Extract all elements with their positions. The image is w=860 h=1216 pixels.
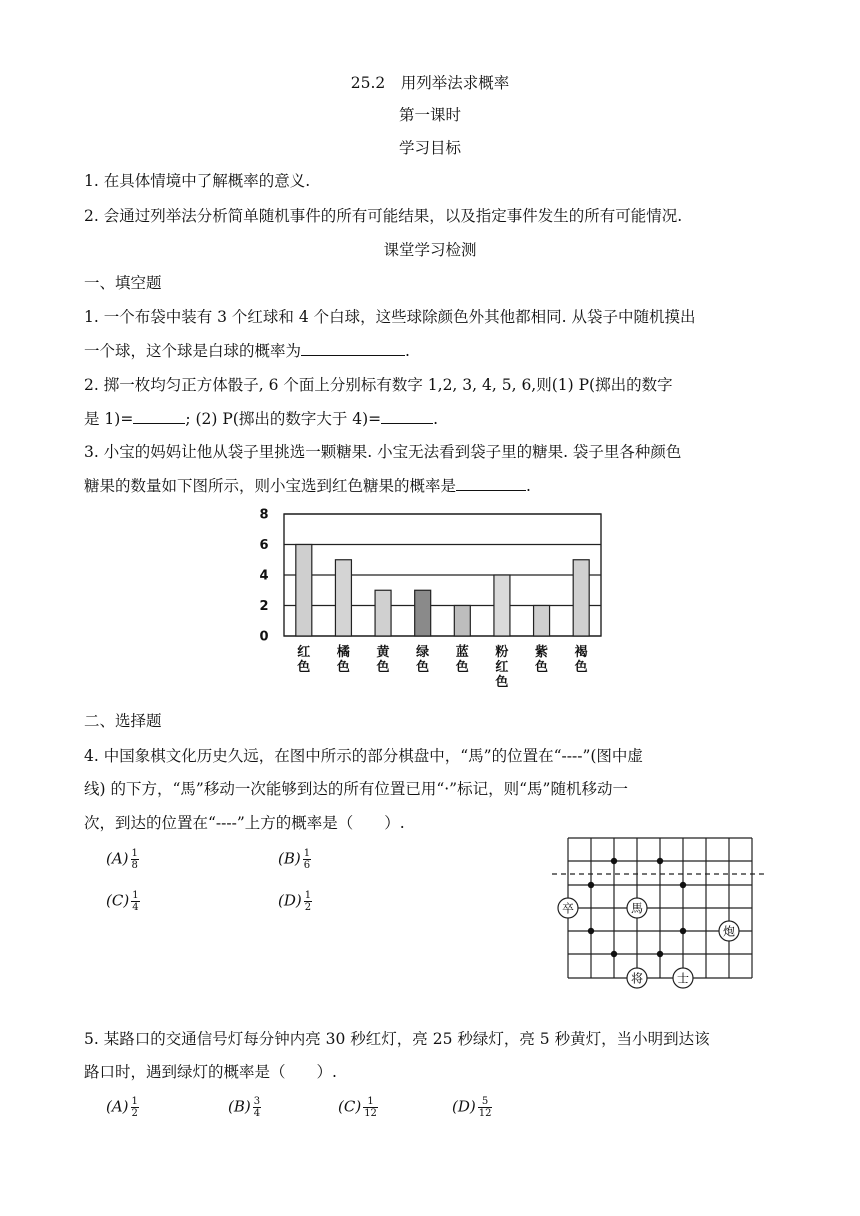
q1-line1: 1. 一个布袋中装有 3 个红球和 4 个白球，这些球除颜色外其他都相同. 从袋子中随机摸出 — [84, 308, 696, 326]
numerator: 5 — [478, 1096, 493, 1108]
q4-option-c[interactable] — [106, 890, 140, 913]
piece-soldier — [558, 898, 578, 918]
x-tick-label: 蓝色 — [455, 645, 469, 675]
denominator: 8 — [131, 860, 138, 871]
y-tick-label: 4 — [259, 568, 269, 584]
q1-end: . — [405, 342, 410, 360]
option-label: (B) — [228, 1097, 251, 1116]
option-label: (B) — [278, 849, 301, 868]
denominator: 4 — [132, 902, 139, 913]
chess-board-figure — [548, 832, 770, 994]
y-tick-label: 6 — [259, 538, 269, 553]
numerator: 3 — [253, 1096, 261, 1107]
q4-option-d[interactable] — [278, 890, 312, 913]
piece-cannon — [719, 921, 739, 941]
q2-line1: 2. 掷一枚均匀正方体骰子, 6 个面上分别标有数字 1,2, 3, 4, 5, 6,则(1) P(掷出的数字 — [84, 376, 673, 394]
q2-answer-blank-1[interactable] — [133, 408, 185, 424]
fraction — [363, 1096, 378, 1119]
numerator: 1 — [131, 1096, 138, 1107]
q3-line1: 3. 小宝的妈妈让他从袋子里挑选一颗糖果. 小宝无法看到袋子里的糖果. 袋子里各种颜色 — [84, 443, 682, 461]
q3-answer-blank[interactable] — [456, 475, 526, 491]
denominator: 12 — [478, 1108, 492, 1119]
fraction — [253, 1096, 261, 1119]
q1-line2 — [84, 340, 784, 361]
q4-option-b[interactable] — [278, 848, 311, 871]
x-tick-label: 橘色 — [336, 645, 350, 675]
q3-end: . — [526, 477, 531, 495]
fraction — [131, 1096, 139, 1119]
bar — [375, 590, 391, 636]
piece-label: 将 — [630, 971, 644, 986]
q5-line1: 5. 某路口的交通信号灯每分钟内亮 30 秒红灯，亮 25 秒绿灯，亮 5 秒黄灯，当小明到达该 — [84, 1030, 710, 1048]
x-tick-label: 褐色 — [574, 645, 588, 675]
objectives-heading: 学习目标 — [398, 139, 461, 157]
q5-option-a[interactable] — [106, 1096, 139, 1119]
y-tick-label: 8 — [259, 507, 269, 523]
piece-horse — [627, 898, 647, 918]
option-label: (A) — [106, 849, 129, 868]
y-tick-label: 2 — [259, 599, 269, 614]
piece-label: 炮 — [722, 924, 736, 939]
objective-1: 1. 在具体情境中了解概率的意义. — [84, 172, 311, 190]
numerator: 1 — [132, 890, 139, 901]
option-label: (D) — [278, 891, 302, 910]
candy-bar-chart — [250, 505, 610, 695]
move-dot — [657, 951, 663, 957]
piece-advisor — [673, 968, 693, 988]
fraction — [478, 1096, 493, 1119]
bar — [454, 606, 470, 637]
option-label: (C) — [338, 1097, 362, 1116]
q5-option-b[interactable] — [228, 1096, 261, 1119]
piece-label: 士 — [676, 971, 690, 986]
numerator: 1 — [304, 890, 312, 901]
x-tick-label: 紫色 — [535, 645, 549, 675]
q3-text: 糖果的数量如下图所示，则小宝选到红色糖果的概率是 — [84, 477, 457, 495]
denominator: 2 — [131, 1108, 138, 1119]
move-dot — [680, 882, 686, 888]
piece-label: 卒 — [561, 901, 575, 916]
q3-line2 — [84, 475, 784, 496]
lesson-subtitle: 第一课时 — [398, 106, 461, 124]
q1-answer-blank[interactable] — [301, 340, 405, 356]
part1-heading: 一、填空题 — [84, 274, 162, 292]
fraction — [303, 848, 311, 871]
bar — [534, 606, 550, 637]
q2-answer-blank-2[interactable] — [381, 408, 433, 424]
move-dot — [611, 951, 617, 957]
bar — [415, 590, 431, 636]
denominator: 2 — [304, 902, 312, 913]
move-dot — [657, 858, 663, 864]
part2-heading: 二、选择题 — [84, 712, 162, 730]
denominator: 6 — [303, 860, 311, 871]
denominator: 12 — [364, 1108, 377, 1119]
x-tick-label: 粉红色 — [495, 645, 509, 690]
option-label: (A) — [106, 1097, 129, 1116]
q5-option-c[interactable] — [338, 1096, 378, 1119]
bar — [573, 560, 589, 636]
fraction — [131, 848, 139, 871]
numerator: 1 — [363, 1096, 378, 1108]
q1-text: 一个球，这个球是白球的概率为 — [84, 342, 302, 360]
numerator: 1 — [303, 848, 311, 859]
q2-text-a: 是 1)= — [84, 410, 134, 428]
move-dot — [588, 928, 594, 934]
q5-option-d[interactable] — [452, 1096, 492, 1119]
q5-line2: 路口时，遇到绿灯的概率是（ ）. — [84, 1063, 337, 1081]
section-heading: 课堂学习检测 — [383, 241, 477, 259]
q4-line2: 线) 的下方，“馬”移动一次能够到达的所有位置已用“·”标记，则“馬”随机移动一 — [84, 780, 628, 798]
numerator: 1 — [131, 848, 138, 859]
q4-line1: 4. 中国象棋文化历史久远，在图中所示的部分棋盘中，“馬”的位置在“----”(图中虚 — [84, 747, 643, 765]
q4-option-a[interactable] — [106, 848, 139, 871]
move-dot — [611, 858, 617, 864]
objective-2: 2. 会通过列举法分析简单随机事件的所有可能结果，以及指定事件发生的所有可能情况. — [84, 207, 683, 225]
bar — [296, 545, 312, 637]
page-title: 25.2 用列举法求概率 — [350, 74, 510, 92]
x-tick-label: 黄色 — [376, 645, 390, 675]
q4-line3: 次，到达的位置在“----”上方的概率是（ ）. — [84, 814, 405, 832]
q2-line2 — [84, 408, 784, 429]
option-label: (D) — [452, 1097, 476, 1116]
fraction — [131, 890, 139, 913]
y-tick-label: 0 — [259, 629, 269, 645]
denominator: 4 — [253, 1108, 261, 1119]
q2-text-b: ; (2) P(掷出的数字大于 4)= — [185, 410, 382, 428]
q2-end: . — [433, 410, 439, 428]
piece-general — [627, 968, 647, 988]
x-tick-label: 红色 — [297, 645, 311, 675]
x-tick-label: 绿色 — [416, 645, 430, 675]
piece-label: 馬 — [630, 901, 644, 916]
option-label: (C) — [106, 891, 130, 910]
move-dot — [680, 928, 686, 934]
move-dot — [588, 882, 594, 888]
bar — [494, 575, 510, 636]
bar — [335, 560, 351, 636]
fraction — [304, 890, 312, 913]
